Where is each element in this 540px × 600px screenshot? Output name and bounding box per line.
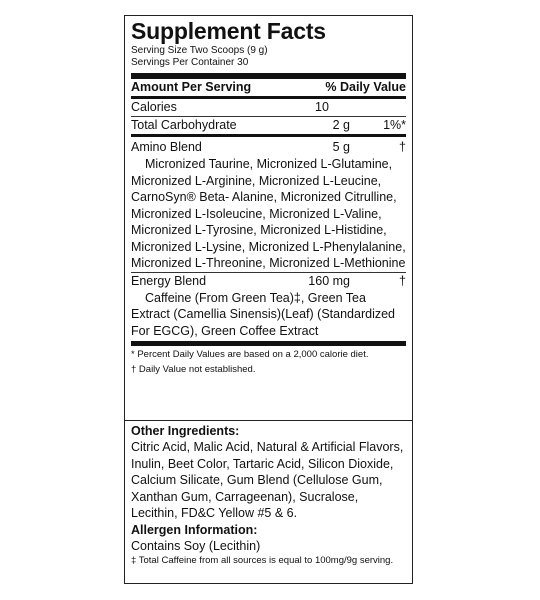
supplement-facts-label	[124, 15, 413, 584]
label-section-border	[125, 420, 412, 421]
nutrient-amount: 2 g	[332, 118, 350, 132]
servings-per-container: Servings Per Container 30	[131, 57, 249, 68]
serving-size: Serving Size Two Scoops (9 g)	[131, 45, 268, 56]
nutrient-dv: 1%*	[383, 118, 406, 132]
allergen-text: Contains Soy (Lecithin)	[131, 538, 261, 553]
nutrient-name: Calories	[131, 100, 177, 114]
nutrient-name: Total Carbohydrate	[131, 118, 237, 132]
nutrient-dv	[350, 99, 406, 116]
nutrient-dv: †	[399, 140, 406, 154]
nutrient-amount: 10	[315, 100, 329, 114]
amount-header-row	[131, 79, 406, 96]
nutrient-name: Amino Blend	[131, 140, 202, 154]
amount-header: Amount Per Serving	[131, 80, 252, 94]
nutrient-dv: †	[399, 273, 406, 288]
amino-blend-ingredients: Micronized Taurine, Micronized L-Glutamine, Micronized L-Arginine, Micronized L-Leucine, CarnoSyn® Beta- Alanine, Micronized Citrulline, Micronized L-Isoleucine, Micronized L-Valine, Micronized L-Tyrosine, Micronized L-Histidine, Micronized L-Lysine, Micronized L-Phenylalanine, Micronized L-Threonine, Micronized L-Methionine	[131, 157, 406, 270]
dv-header: % Daily Value	[325, 80, 406, 94]
section-divider	[131, 134, 406, 137]
allergen-title: Allergen Information:	[131, 522, 258, 537]
nutrient-row	[131, 139, 406, 156]
nutrient-row	[131, 117, 406, 134]
nutrient-row	[131, 99, 406, 116]
nutrient-amount: 160 mg	[308, 273, 350, 288]
energy-blend-ingredients: Caffeine (From Green Tea)‡, Green Tea Extract (Camellia Sinensis)(Leaf) (Standardized For EGCG), Green Coffee Extract	[131, 290, 395, 338]
nutrient-amount: 5 g	[332, 140, 350, 154]
energy-blend-row	[131, 273, 406, 290]
nutrient-name: Energy Blend	[131, 273, 207, 288]
footnote-daily-values: * Percent Daily Values are based on a 2,000 calorie diet.	[131, 349, 369, 360]
other-ingredients-text: Citric Acid, Malic Acid, Natural & Artificial Flavors, Inulin, Beet Color, Tartaric Acid, Silicon Dioxide, Calcium Silicate, Gum Blend (Cellulose Gum, Xanthan Gum, Carrageenan), Sucralose, Lecithin, FD&C Yellow #5 & 6.	[131, 440, 404, 520]
caffeine-footnote: ‡ Total Caffeine from all sources is equal to 100mg/9g serving.	[131, 555, 394, 566]
thick-divider	[131, 341, 406, 346]
footnote-dagger: † Daily Value not established.	[131, 364, 256, 375]
label-title: Supplement Facts	[131, 18, 326, 44]
other-ingredients-title: Other Ingredients:	[131, 424, 240, 438]
